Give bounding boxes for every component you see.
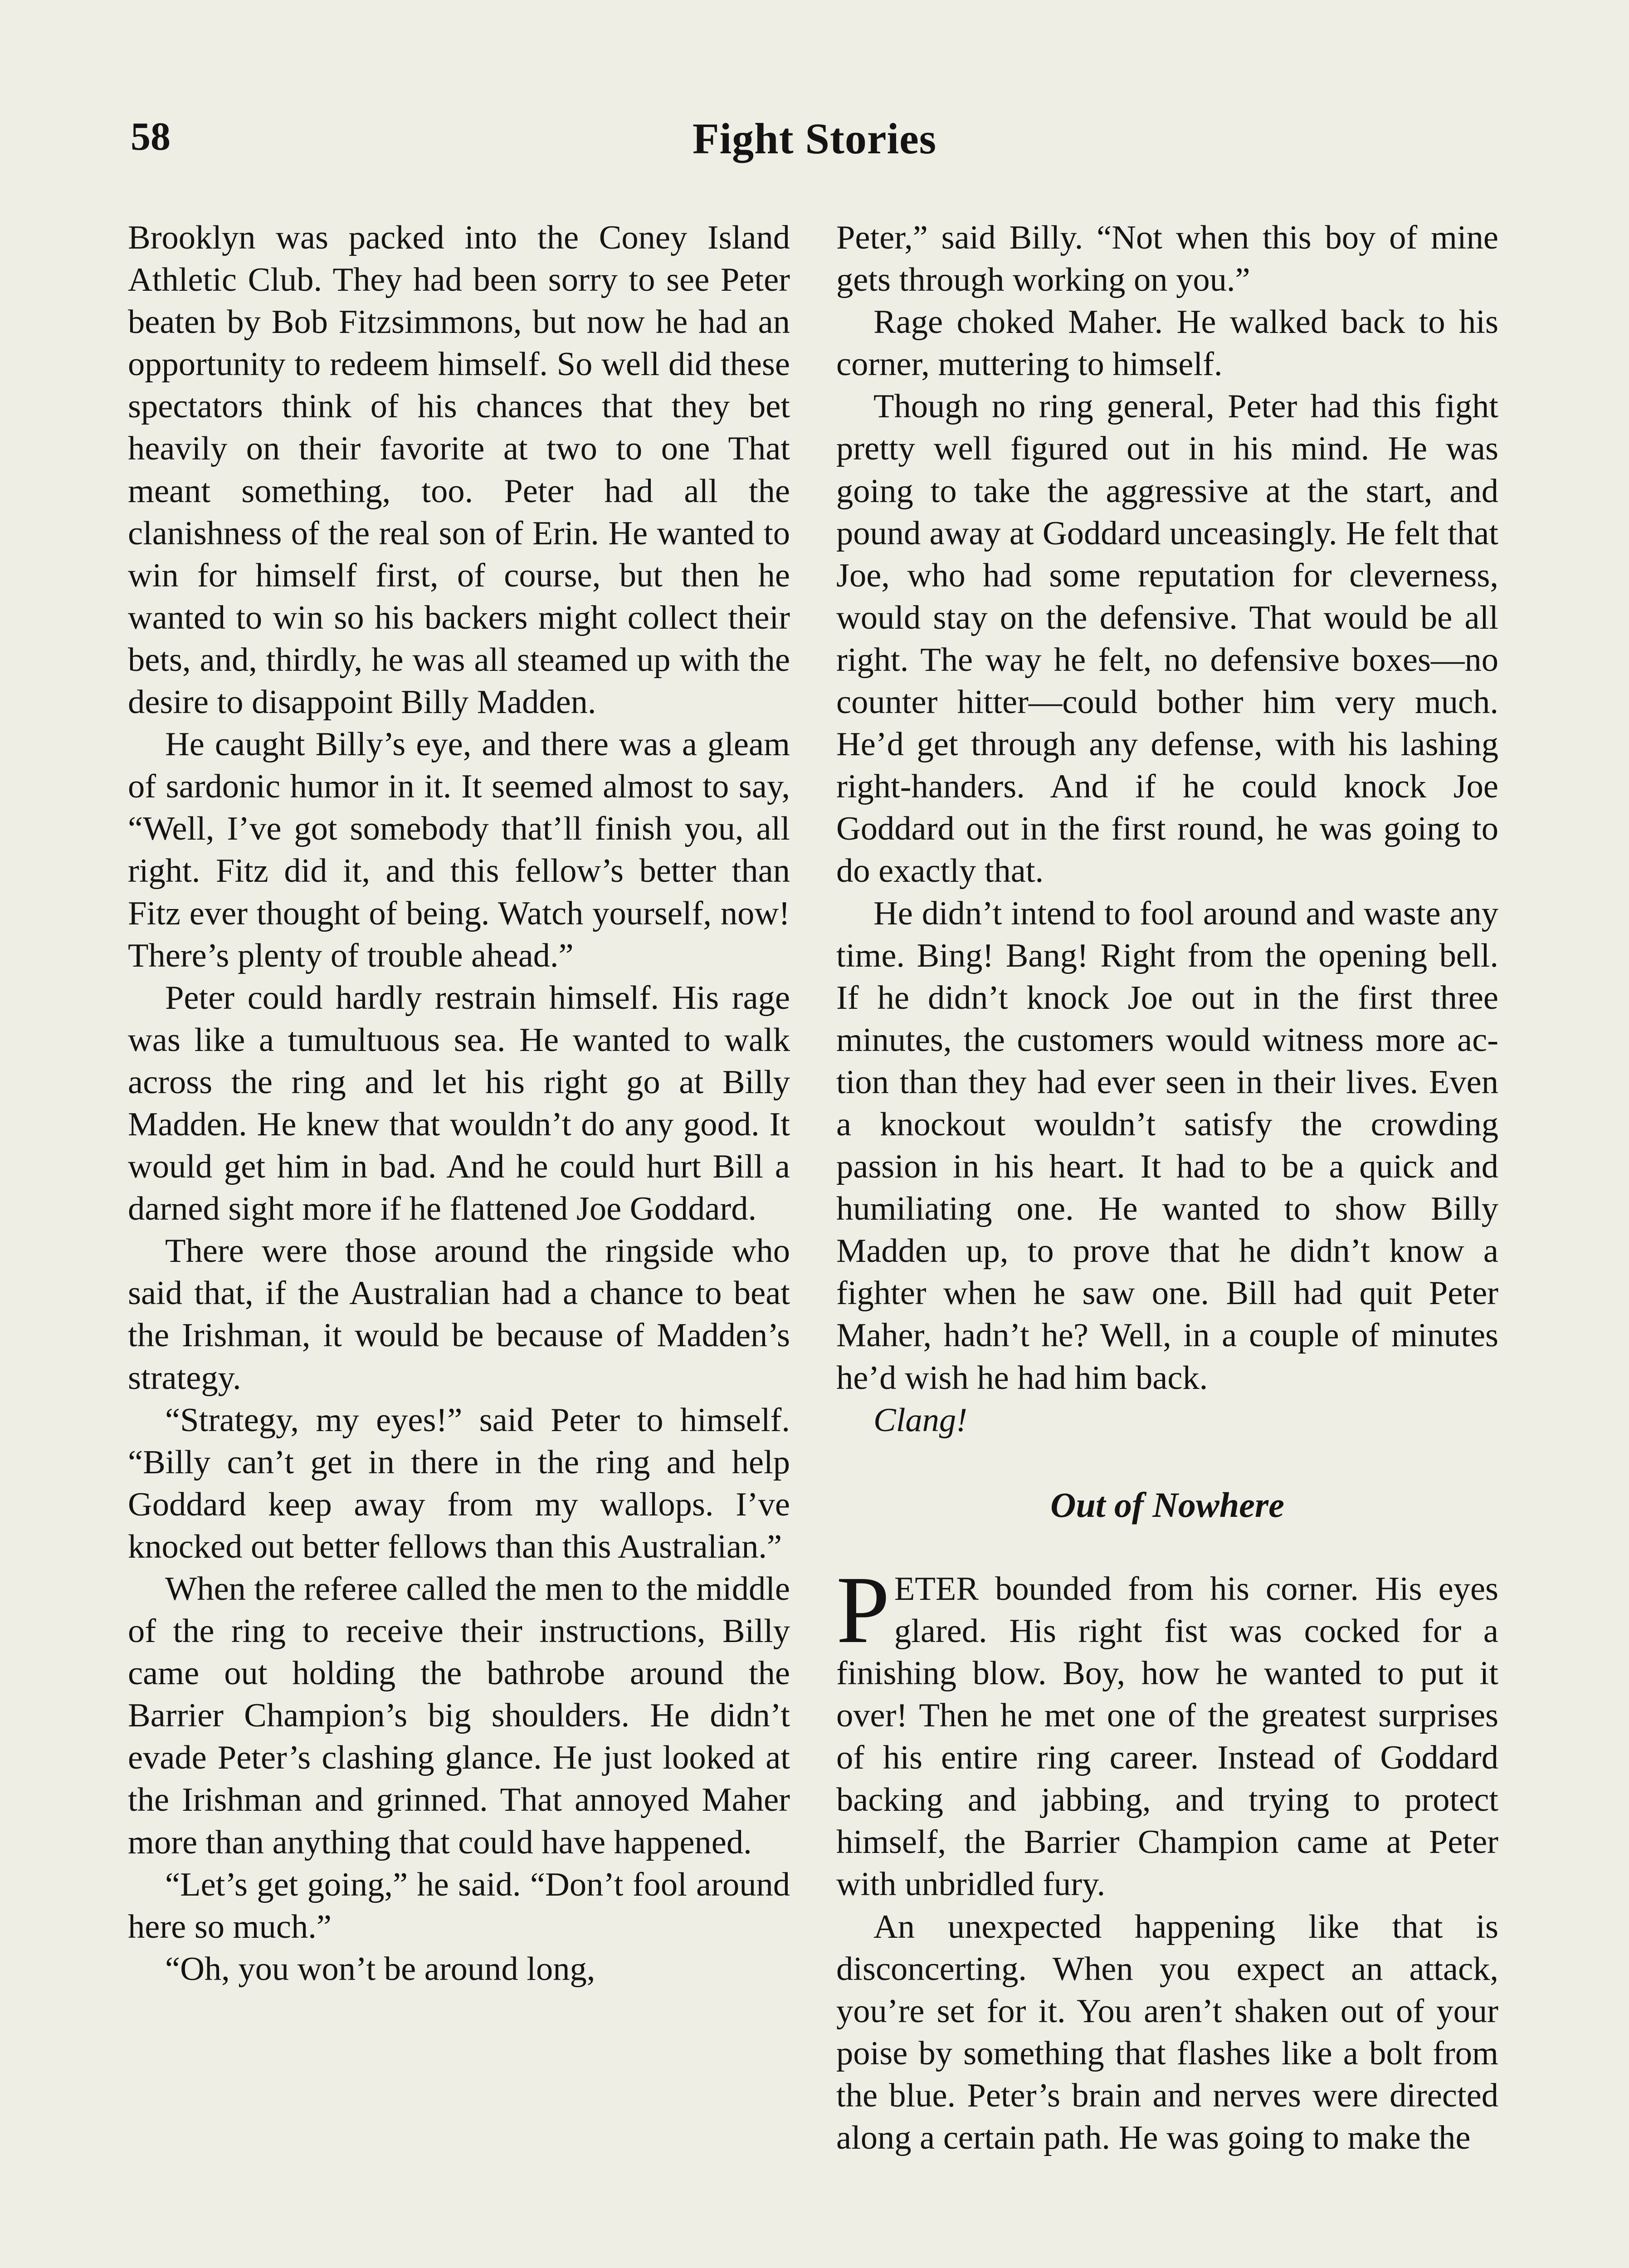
paragraph: “Let’s get going,” he said. “Don’t fool around here so much.”: [128, 1866, 790, 1945]
paragraph: Brooklyn was packed into the Coney Island Athletic Club. They had been sorry to see Peter beaten by Bob Fitzsimmons, but now he had an opportunity to redeem himself. So well did these spectators think of his chances that they bet heavily on their favorite at two to one That meant something, too. Peter had all the clanishness of the real son of Erin. He wanted to win for himself first, of course, but then he wanted to win so his backers might collect their bets, and, thirdly, he was all steamed up with the desire to disappoint Billy Madden.: [128, 219, 790, 721]
paragraph: Peter,” said Billy. “Not when this boy of mine gets through working on you.”: [836, 219, 1498, 299]
paragraph: When the referee called the men to the middle of the ring to receive their instructions, Billy came out holding the bathrobe around the Barrier Champion’s big shoulders. He didn’t evade Peter’s clashing glance. He just looked at the Irishman and grinned. That annoyed Maher more than anything that could have happened.: [128, 1570, 790, 1861]
paragraph: Though no ring general, Peter had this fight pretty well figured out in his mind. He was going to take the aggressive at the start, and pound away at Goddard unceasingly. He felt that Joe, who had some reputation for cleverness, would stay on the defensive. That would be all right. The way he felt, no defensive boxes—no counter hitter—could bother him very much. He’d get through any defense, with his lashing right-handers. And if he could knock Joe Goddard out in the first round, he was going to do exactly that.: [836, 388, 1498, 890]
paragraph: “Oh, you won’t be around long,: [165, 1950, 595, 1988]
page-number: 58: [131, 115, 171, 159]
dropcap-paragraph: [836, 1556, 1498, 1906]
clang-line: Clang!: [873, 1401, 967, 1439]
section-heading: Out of Nowhere: [1050, 1485, 1284, 1525]
paragraph: An unexpected happening like that is disconcerting. When you expect an attack, you’re set for it. You aren’t shaken out of your poise by something that flashes like a bolt from the blue. Peter’s brain and nerves were directed along a certain path. He was going to make the: [836, 1908, 1498, 2157]
paragraph: He didn’t intend to fool around and waste any time. Bing! Bang! Right from the opening bell. If he didn’t knock Joe out in the first three minutes, the customers would witness more action than they had ever seen in their lives. Even a knockout wouldn’t satisfy the crowding passion in his heart. It had to be a quick and humiliating one. He wanted to show Billy Madden up, to prove that he didn’t know a fighter when he saw one. Bill had quit Peter Maher, hadn’t he? Well, in a couple of minutes he’d wish he had him back.: [836, 894, 1498, 1397]
paragraph: “Strategy, my eyes!” said Peter to himself. “Billy can’t get in there in the ring and help Goddard keep away from my wallops. I’ve knocked out better fellows than this Australian.”: [128, 1401, 790, 1565]
paragraph: Rage choked Maher. He walked back to his corner, muttering to himself.: [836, 303, 1498, 383]
paragraph: He caught Billy’s eye, and there was a gleam of sardonic humor in it. It seemed almost to say, “Well, I’ve got somebody that’ll finish you, all right. Fitz did it, and this fellow’s better than Fitz ever thought of being. Watch yourself, now! There’s plenty of trouble ahead.”: [128, 726, 790, 974]
right-column: [836, 217, 1498, 2159]
running-title: Fight Stories: [692, 114, 937, 163]
dropcap-letter: P: [836, 1556, 890, 1663]
paragraph: There were those around the ringside who said that, if the Australian had a chance to beat the Irishman, it would be because of Madden’s strategy.: [128, 1232, 790, 1397]
dropcap-paragraph-text: ETER bounded from his corner. His eyes glared. His right fist was cocked for a finishing blow. Boy, how he wanted to put it over! Then he met one of the greatest surprises of his entire ring career. Instead of Goddard backing and jabbing, and trying to protect himself, the Barrier Champion came at Peter with unbridled fury.: [836, 1570, 1498, 1903]
left-column: [128, 217, 790, 1990]
paragraph: Peter could hardly restrain himself. His rage was like a tumultuous sea. He wanted to walk across the ring and let his right go at Billy Madden. He knew that wouldn’t do any good. It would get him in bad. And he could hurt Bill a darned sight more if he flattened Joe Goddard.: [128, 979, 790, 1228]
